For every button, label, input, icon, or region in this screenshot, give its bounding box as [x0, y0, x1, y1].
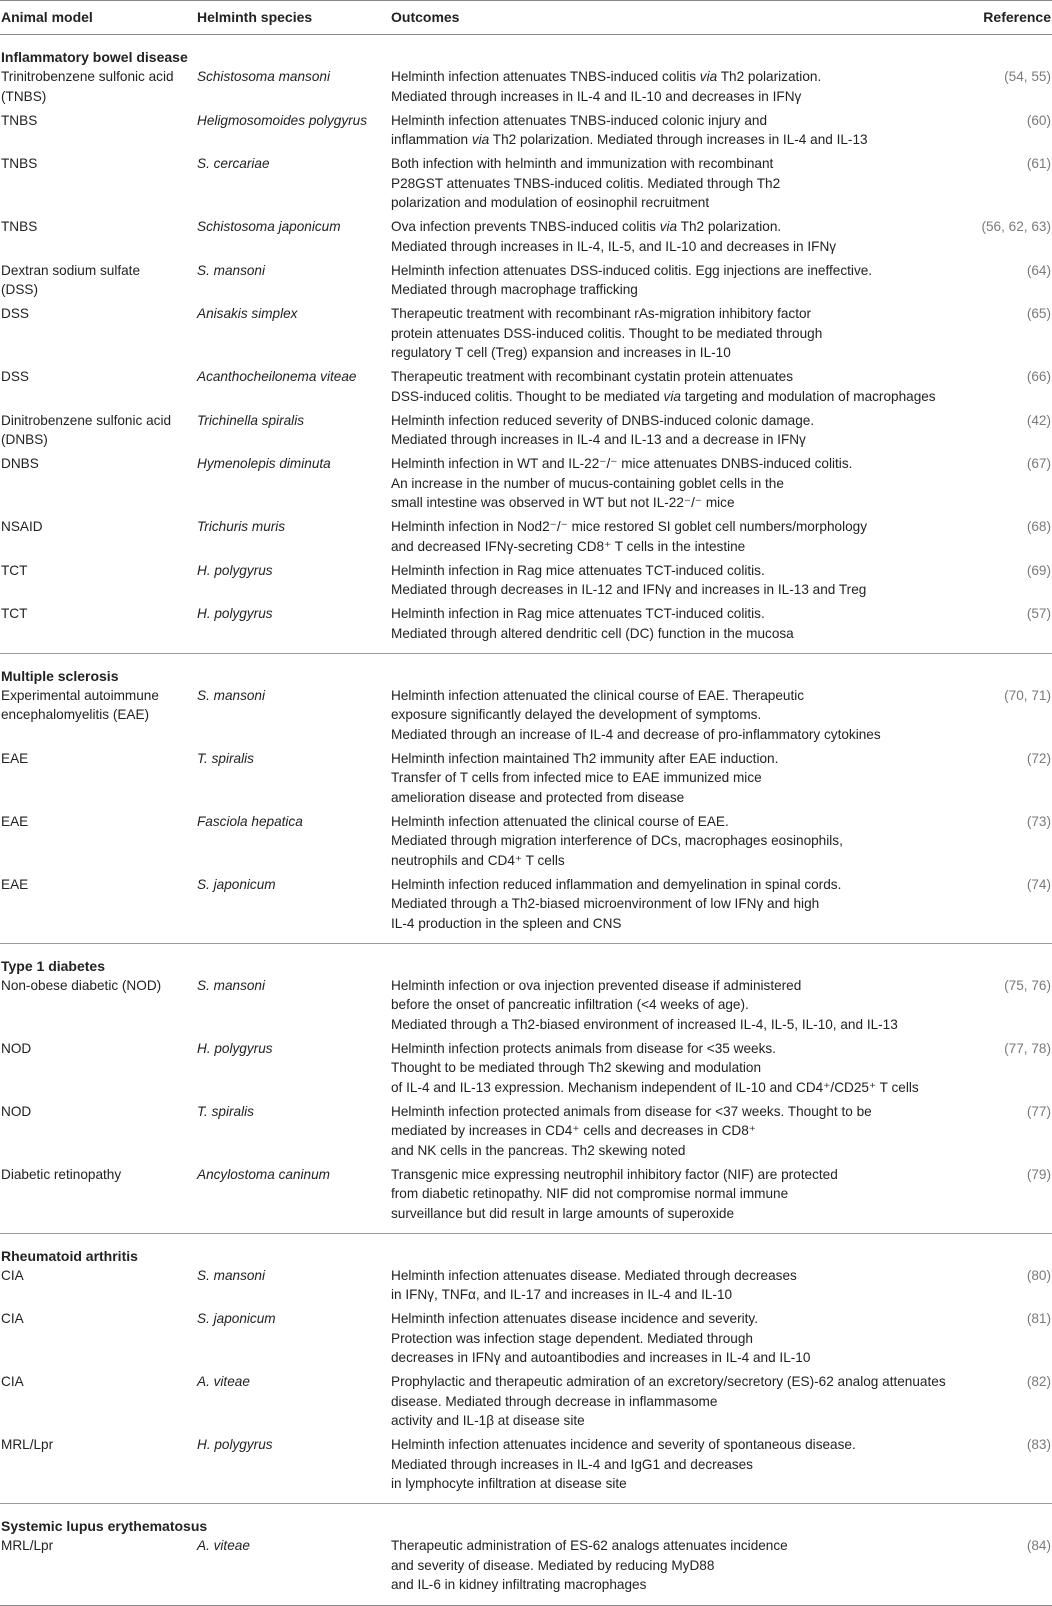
table-row — [0, 1165, 1052, 1228]
reference-cell: (79) — [1026, 1166, 1051, 1182]
table-row — [0, 1102, 1052, 1165]
helminth-species-cell: H. polygyrus — [197, 562, 273, 578]
reference-cell: (84) — [1026, 1538, 1051, 1553]
helminth-species-cell: Trichinella spiralis — [197, 412, 305, 428]
helminth-species-cell: Acanthocheilonema viteae — [197, 369, 357, 384]
animal-model-cell: CIA — [1, 1311, 24, 1326]
reference-cell: (54, 55) — [1004, 69, 1051, 84]
animal-model-cell: EAE — [1, 876, 29, 892]
table-row — [0, 812, 1052, 875]
outcome-cell: Helminth infection in Nod2⁻/⁻ mice restored SI goblet cell numbers/morphology and decreased IFNγ-secreting CD8⁺ T cells in the intestine — [391, 519, 868, 554]
animal-model-cell: TNBS — [1, 112, 38, 128]
reference-cell: (56, 62, 63) — [981, 219, 1051, 234]
outcome-cell: Helminth infection attenuates DSS-induced colitis. Egg injections are ineffective. Mediated through macrophage trafficking — [391, 262, 873, 297]
helminth-species-cell: T. spiralis — [197, 1103, 254, 1119]
outcome-cell: Helminth infection attenuates disease. Mediated through decreases in IFNγ, TNFα, and IL-17 and increases in IL-4 and IL-10 — [391, 1267, 797, 1302]
animal-model-cell: NSAID — [1, 519, 43, 534]
table-body — [0, 35, 1052, 1606]
table-row — [0, 111, 1052, 155]
helminth-species-cell: Fasciola hepatica — [197, 813, 303, 829]
animal-model-cell: CIA — [1, 1267, 24, 1283]
outcome-cell: Ova infection prevents TNBS-induced colitis via Th2 polarization. Mediated through increases in IL-4, IL-5, and IL-10 and decreases in IFNγ — [391, 219, 837, 254]
animal-model-cell: DNBS — [1, 456, 39, 471]
outcome-cell: Helminth infection protects animals from disease for <35 weeks. Thought to be mediated through Th2 skewing and modulation of IL-4 and IL-13 expression. Mechanism independent of IL-10 and CD4⁺/CD25⁺ T cells — [391, 1040, 919, 1095]
helminth-species-cell: A. viteae — [197, 1538, 250, 1553]
helminth-species-cell: H. polygyrus — [197, 1437, 273, 1452]
outcome-cell: Helminth infection attenuates disease incidence and severity. Protection was infection stage dependent. Mediated through decreases in IFNγ and autoantibodies and increases in IL-4 and IL-10 — [391, 1311, 811, 1365]
table-row — [0, 561, 1052, 605]
animal-model-cell: TCT — [1, 562, 28, 578]
outcome-cell: Helminth infection attenuates incidence and severity of spontaneous disease. Mediated through increases in IL-4 and IgG1 and decreases in lymphocyte infiltration at disease site — [391, 1437, 856, 1491]
reference-cell: (74) — [1026, 876, 1051, 892]
reference-cell: (42) — [1026, 412, 1051, 428]
table-row — [0, 1536, 1052, 1599]
outcome-cell: Helminth infection in Rag mice attenuates TCT-induced colitis. Mediated through altered dendritic cell (DC) function in the mucosa — [391, 606, 794, 641]
reference-cell: (57) — [1026, 606, 1051, 621]
outcome-cell: Helminth infection in Rag mice attenuates TCT-induced colitis. Mediated through decreases in IL-12 and IFNγ and increases in IL-13 and Treg — [391, 562, 867, 597]
outcome-cell: Helminth infection reduced severity of DNBS-induced colonic damage. Mediated through increases in IL-4 and IL-13 and a decrease in IFNγ — [391, 412, 815, 447]
animal-model-cell: Diabetic retinopathy — [1, 1166, 122, 1182]
helminth-species-cell: S. mansoni — [197, 687, 266, 703]
table-row — [0, 411, 1052, 455]
outcome-cell: Both infection with helminth and immunization with recombinant P28GST attenuates TNBS-induced colitis. Mediated through Th2 polarization and modulation of eosinophil recruitment — [391, 156, 781, 210]
table-section — [0, 1504, 1052, 1606]
animal-model-cell: DSS — [1, 306, 29, 321]
animal-model-cell: TCT — [1, 606, 28, 621]
outcome-cell: Therapeutic administration of ES-62 analogs attenuates incidence and severity of disease. Mediated by reducing MyD88 and IL-6 in kidney infiltrating macrophages — [391, 1538, 788, 1592]
animal-model-cell: Experimental autoimmune encephalomyelitis (EAE) — [1, 687, 159, 722]
section-title: Multiple sclerosis — [1, 667, 119, 684]
animal-model-cell: Non-obese diabetic (NOD) — [1, 977, 162, 993]
helminth-species-cell: S. cercariae — [197, 156, 270, 171]
animal-model-cell: MRL/Lpr — [1, 1437, 54, 1452]
helminth-species-cell: Ancylostoma caninum — [197, 1166, 330, 1182]
reference-cell: (61) — [1026, 156, 1051, 171]
reference-cell: (77, 78) — [1004, 1040, 1051, 1056]
helminth-species-cell: H. polygyrus — [197, 606, 273, 621]
helminth-species-cell: Schistosoma japonicum — [197, 219, 341, 234]
table-row — [0, 261, 1052, 305]
outcome-cell: Helminth infection or ova injection prevented disease if administered before the onset of pancreatic infiltration (<4 weeks of age). Mediated through a Th2-biased environment of increased IL-4, IL-5, IL-10, and IL-13 — [391, 977, 898, 1032]
header-outcomes: Outcomes — [391, 9, 460, 25]
table-section — [0, 944, 1052, 1234]
section-title: Systemic lupus erythematosus — [1, 1518, 208, 1534]
table-row — [0, 976, 1052, 1039]
reference-cell: (75, 76) — [1004, 977, 1051, 993]
table-row — [0, 749, 1052, 812]
reference-cell: (72) — [1026, 750, 1051, 766]
helminth-species-cell: Heligmosomoides polygyrus — [197, 112, 367, 128]
helminth-species-cell: A. viteae — [197, 1374, 250, 1389]
animal-model-cell: TNBS — [1, 156, 38, 171]
reference-cell: (77) — [1026, 1103, 1051, 1119]
animal-model-cell: MRL/Lpr — [1, 1538, 54, 1553]
animal-model-cell: Dinitrobenzene sulfonic acid (DNBS) — [1, 412, 172, 447]
outcome-cell: Transgenic mice expressing neutrophil inhibitory factor (NIF) are protected from diabetic retinopathy. NIF did not compromise normal immune surveillance but did result in large amounts of superoxide — [391, 1166, 838, 1221]
animal-model-cell: Dextran sodium sulfate (DSS) — [1, 262, 141, 297]
table-row — [0, 217, 1052, 261]
table-row — [0, 875, 1052, 938]
reference-cell: (83) — [1026, 1437, 1051, 1452]
table-row — [0, 304, 1052, 367]
table-row — [0, 67, 1052, 111]
helminth-species-cell: S. mansoni — [197, 262, 266, 278]
header-animal-model: Animal model — [1, 9, 93, 25]
section-title: Type 1 diabetes — [1, 957, 106, 974]
animal-model-cell: EAE — [1, 750, 29, 766]
outcome-cell: Helminth infection in WT and IL-22⁻/⁻ mice attenuates DNBS-induced colitis. An increase in the number of mucus-containing goblet cells in the small intestine was observed in WT but not IL-22⁻/⁻ mice — [391, 456, 853, 510]
animal-model-cell: TNBS — [1, 219, 38, 234]
helminth-species-cell: Anisakis simplex — [197, 306, 298, 321]
outcome-cell: Helminth infection reduced inflammation and demyelination in spinal cords. Mediated through a Th2-biased microenvironment of low IFNγ and high IL-4 production in the spleen and CNS — [391, 876, 842, 931]
helminth-species-cell: T. spiralis — [197, 750, 254, 766]
helminth-species-cell: S. mansoni — [197, 1267, 266, 1283]
section-title: Inflammatory bowel disease — [1, 49, 188, 65]
reference-cell: (65) — [1026, 306, 1051, 321]
helminth-species-cell: S. mansoni — [197, 977, 266, 993]
outcome-cell: Therapeutic treatment with recombinant rAs-migration inhibitory factor protein attenuates DSS-induced colitis. Thought to be mediated through regulatory T cell (Treg) expansion and increases in IL-10 — [391, 306, 823, 360]
helminth-species-cell: S. japonicum — [197, 1311, 276, 1326]
helminth-species-cell: H. polygyrus — [197, 1040, 273, 1056]
table-row — [0, 454, 1052, 517]
animal-model-cell: EAE — [1, 813, 29, 829]
header-helminth-species: Helminth species — [197, 9, 313, 25]
table-row — [0, 367, 1052, 411]
reference-cell: (80) — [1026, 1267, 1051, 1283]
outcome-cell: Helminth infection attenuated the clinical course of EAE. Mediated through migration interference of DCs, macrophages eosinophils, neutrophils and CD4⁺ T cells — [391, 813, 843, 868]
table-row — [0, 517, 1052, 561]
table-section — [0, 1234, 1052, 1505]
outcome-cell: Therapeutic treatment with recombinant cystatin protein attenuates DSS-induced colitis. Thought to be mediated via targeting and modulation of macrophages — [391, 369, 936, 404]
table-row — [0, 604, 1052, 648]
table-row — [0, 1372, 1052, 1435]
table-header — [0, 0, 1052, 35]
table-row — [0, 1435, 1052, 1498]
table-section — [0, 35, 1052, 654]
table-row — [0, 686, 1052, 749]
helminth-species-cell: S. japonicum — [197, 876, 276, 892]
reference-cell: (64) — [1026, 262, 1051, 278]
header-reference: Reference — [983, 9, 1051, 25]
animal-model-cell: DSS — [1, 369, 29, 384]
reference-cell: (66) — [1026, 369, 1051, 384]
outcome-cell: Helminth infection attenuates TNBS-induced colitis via Th2 polarization. Mediated through increases in IL-4 and IL-10 and decreases in IFNγ — [391, 69, 822, 104]
reference-cell: (81) — [1026, 1311, 1051, 1326]
reference-cell: (69) — [1026, 562, 1051, 578]
outcome-cell: Prophylactic and therapeutic admiration of an excretory/secretory (ES)-62 analog attenuates disease. Mediated through decrease in inflammasome activity and IL-1β at disease site — [391, 1374, 946, 1428]
table-row — [0, 1039, 1052, 1102]
reference-cell: (67) — [1026, 456, 1051, 471]
animal-model-cell: Trinitrobenzene sulfonic acid (TNBS) — [1, 69, 174, 104]
table-row — [0, 154, 1052, 217]
table-row — [0, 1309, 1052, 1372]
helminth-species-cell: Schistosoma mansoni — [197, 69, 330, 84]
reference-cell: (73) — [1026, 813, 1051, 829]
reference-cell: (70, 71) — [1004, 687, 1051, 703]
animal-model-cell: NOD — [1, 1040, 32, 1056]
reference-cell: (68) — [1026, 519, 1051, 534]
outcome-cell: Helminth infection attenuated the clinical course of EAE. Therapeutic exposure significantly delayed the development of symptoms. Mediated through an increase of IL-4 and decrease of pro-inflammatory cytokines — [391, 687, 881, 742]
reference-cell: (60) — [1026, 112, 1051, 128]
helminth-species-cell: Trichuris muris — [197, 519, 286, 534]
outcome-cell: Helminth infection maintained Th2 immunity after EAE induction. Transfer of T cells from infected mice to EAE immunized mice amelioration disease and protected from disease — [391, 750, 779, 805]
animal-model-cell: CIA — [1, 1374, 24, 1389]
animal-model-cell: NOD — [1, 1103, 32, 1119]
table-section — [0, 654, 1052, 944]
table-row — [0, 1266, 1052, 1310]
reference-cell: (82) — [1026, 1374, 1051, 1389]
outcome-cell: Helminth infection protected animals from disease for <37 weeks. Thought to be mediated by increases in CD4⁺ cells and decreases in CD8⁺ and NK cells in the pancreas. Th2 skewing noted — [391, 1103, 872, 1158]
helminth-species-cell: Hymenolepis diminuta — [197, 456, 331, 471]
section-title: Rheumatoid arthritis — [1, 1247, 138, 1264]
outcome-cell: Helminth infection attenuates TNBS-induced colonic injury and inflammation via Th2 polarization. Mediated through increases in IL-4 and IL-13 — [391, 112, 868, 147]
